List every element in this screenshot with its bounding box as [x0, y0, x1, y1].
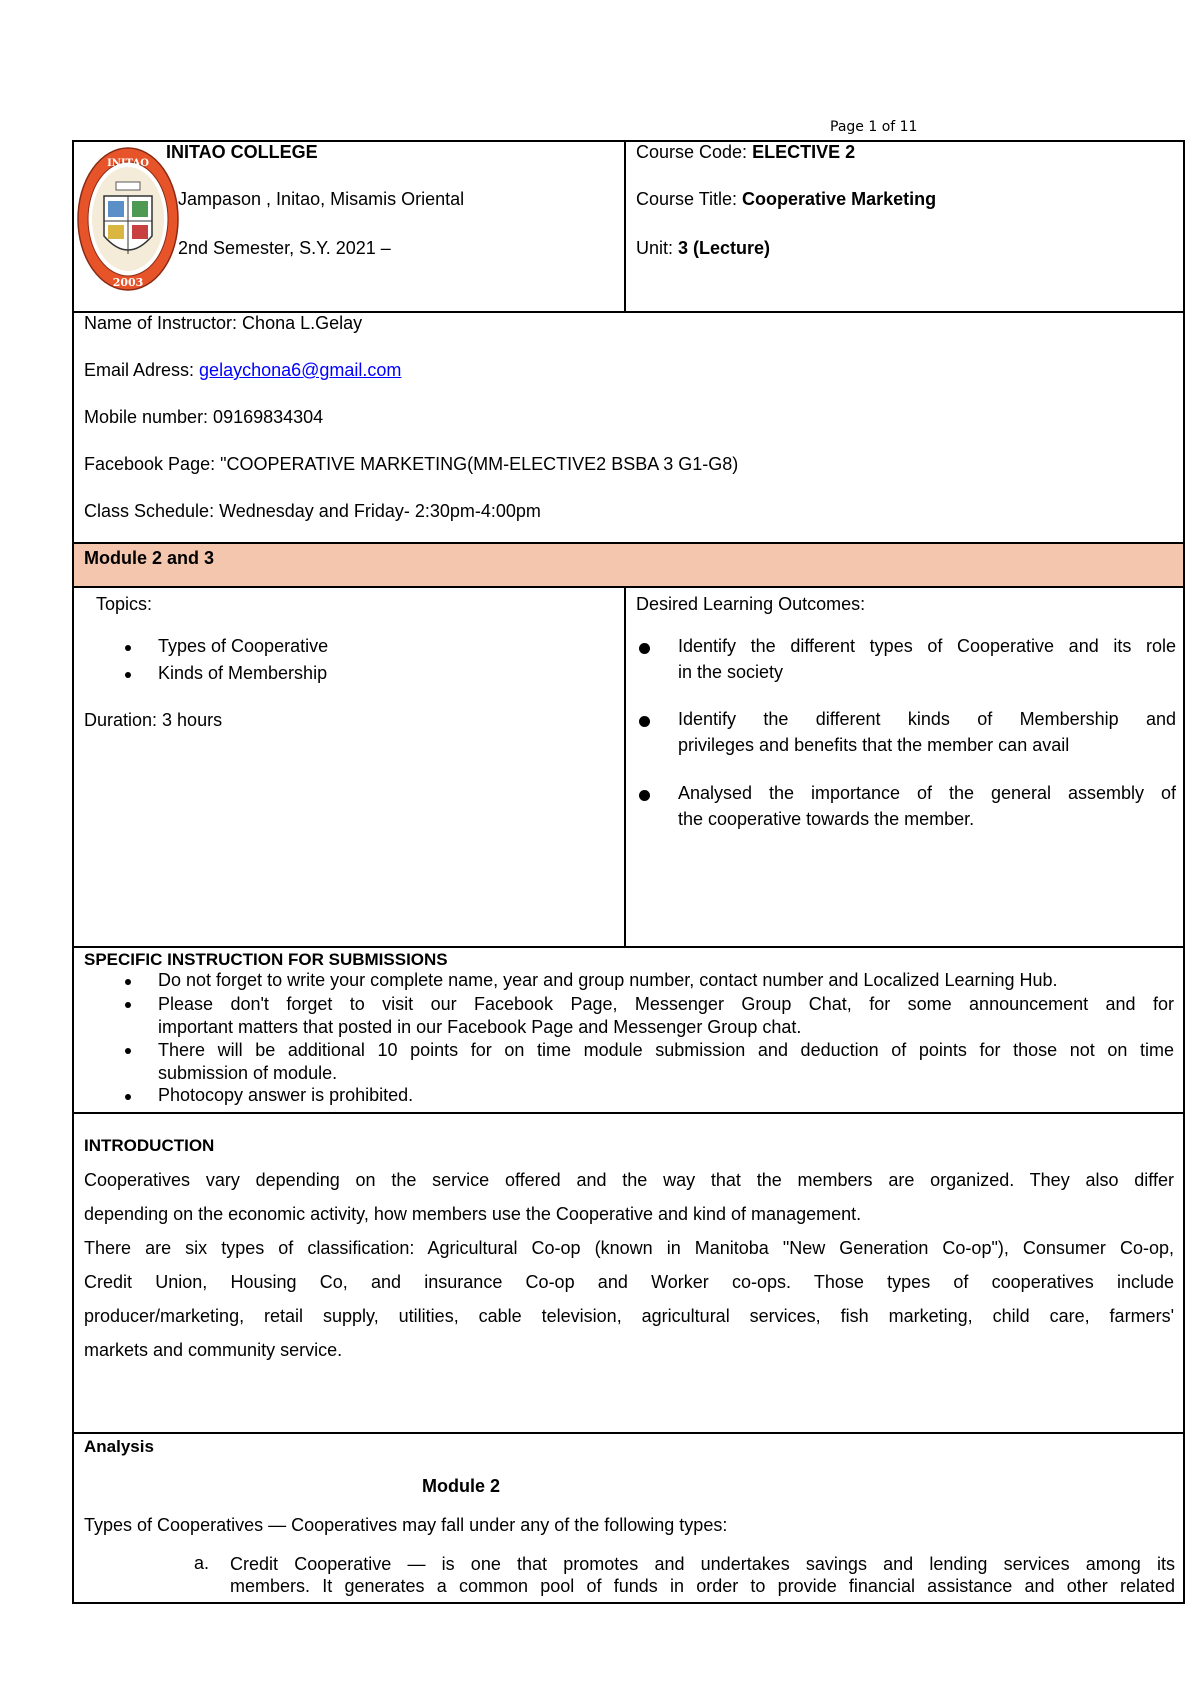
introduction-body: Cooperatives vary depending on the service offered and the way that the members are organized. They also differ depending on the economic activity, how members use the Cooperative and kind of management. There are six types of classification: Agricultural Co-op (known in Manitoba "New Generation Co-op"), Consumer Co-op, Credit Union, Housing Co, and insurance Co-op and Worker co-ops. Those types of cooperatives include producer/marketing, retail supply, utilities, cable television, agricultural services, fish marketing, child care, farmers' markets and community service.	[84, 1170, 1174, 1360]
bullet-icon	[125, 1048, 131, 1054]
email-link[interactable]: gelaychona6@gmail.com	[199, 360, 402, 380]
list-marker: a.	[194, 1553, 210, 1573]
svg-text:INITAO: INITAO	[107, 158, 149, 169]
outcome-item: Identify the different kinds of Membership and privileges and benefits that the member can avail	[678, 709, 1176, 755]
topics-cell	[74, 588, 626, 946]
outcome-item: Identify the different types of Cooperative and its role in the society	[678, 636, 1176, 682]
college-name: INITAO COLLEGE	[166, 142, 318, 162]
instructor-info	[74, 313, 1183, 544]
instruction-item: Do not forget to write your complete name, year and group number, contact number and Localized Learning Hub.	[158, 970, 1058, 990]
instruction-item: Photocopy answer is prohibited.	[158, 1085, 414, 1105]
analysis	[74, 1434, 1183, 1602]
course-unit: Unit: 3 (Lecture)	[636, 238, 771, 258]
bullet-icon	[125, 645, 131, 651]
instructions-heading: SPECIFIC INSTRUCTION FOR SUBMISSIONS	[84, 950, 448, 969]
course-info	[626, 142, 1183, 311]
course-document	[72, 140, 1185, 1604]
course-code: Course Code: ELECTIVE 2	[636, 142, 856, 162]
analysis-heading: Analysis	[84, 1437, 154, 1456]
svg-text:2003: 2003	[112, 276, 144, 289]
instructor-mobile: Mobile number: 09169834304	[84, 407, 324, 427]
topic-item: Kinds of Membership	[158, 663, 328, 683]
duration: Duration: 3 hours	[84, 710, 223, 730]
submission-instructions	[74, 948, 1183, 1114]
instructor-name: Name of Instructor: Chona L.Gelay	[84, 313, 363, 333]
introduction	[74, 1114, 1183, 1434]
college-seal-icon	[76, 146, 180, 293]
college-address: Jampason , Initao, Misamis Oriental	[178, 189, 465, 209]
bullet-icon	[125, 1094, 131, 1100]
outcomes-cell	[626, 588, 1183, 946]
instruction-item: Please don't forget to visit our Facebook Page, Messenger Group Chat, for some announcement and for important matters that posted in our Facebook Page and Messenger Group chat.	[158, 994, 1174, 1037]
topics-outcomes	[74, 588, 1183, 948]
bullet-icon	[639, 790, 650, 801]
types-intro: Types of Cooperatives — Cooperatives may fall under any of the following types:	[84, 1515, 728, 1535]
bullet-icon	[125, 1002, 131, 1008]
instruction-item: There will be additional 10 points for on time module submission and deduction of points for those not on time submission of module.	[158, 1040, 1174, 1083]
instructor-email: Email Adress: gelaychona6@gmail.com	[84, 360, 402, 380]
topic-item: Types of Cooperative	[158, 636, 329, 656]
course-header	[74, 142, 1183, 313]
bullet-icon	[125, 979, 131, 985]
introduction-heading: INTRODUCTION	[84, 1136, 215, 1155]
bullet-icon	[639, 643, 650, 654]
module-banner: Module 2 and 3	[74, 544, 1183, 588]
module-title: Module 2	[422, 1476, 501, 1496]
topics-heading: Topics:	[96, 594, 153, 614]
course-title: Course Title: Cooperative Marketing	[636, 189, 937, 209]
bullet-icon	[125, 672, 131, 678]
college-info	[74, 142, 626, 311]
semester: 2nd Semester, S.Y. 2021 –	[178, 238, 391, 258]
outcome-item: Analysed the importance of the general assembly of the cooperative towards the member.	[678, 783, 1176, 829]
credit-cooperative-item: Credit Cooperative — is one that promotes and undertakes savings and lending services among its members. It generates a common pool of funds in order to provide financial assistance and other related	[230, 1554, 1175, 1596]
outcomes-heading: Desired Learning Outcomes:	[636, 594, 866, 614]
facebook-page: Facebook Page: "COOPERATIVE MARKETING(MM-ELECTIVE2 BSBA 3 G1-G8)	[84, 454, 739, 474]
bullet-icon	[639, 716, 650, 727]
class-schedule: Class Schedule: Wednesday and Friday- 2:30pm-4:00pm	[84, 501, 541, 521]
page-number: Page 1 of 11	[830, 119, 918, 135]
